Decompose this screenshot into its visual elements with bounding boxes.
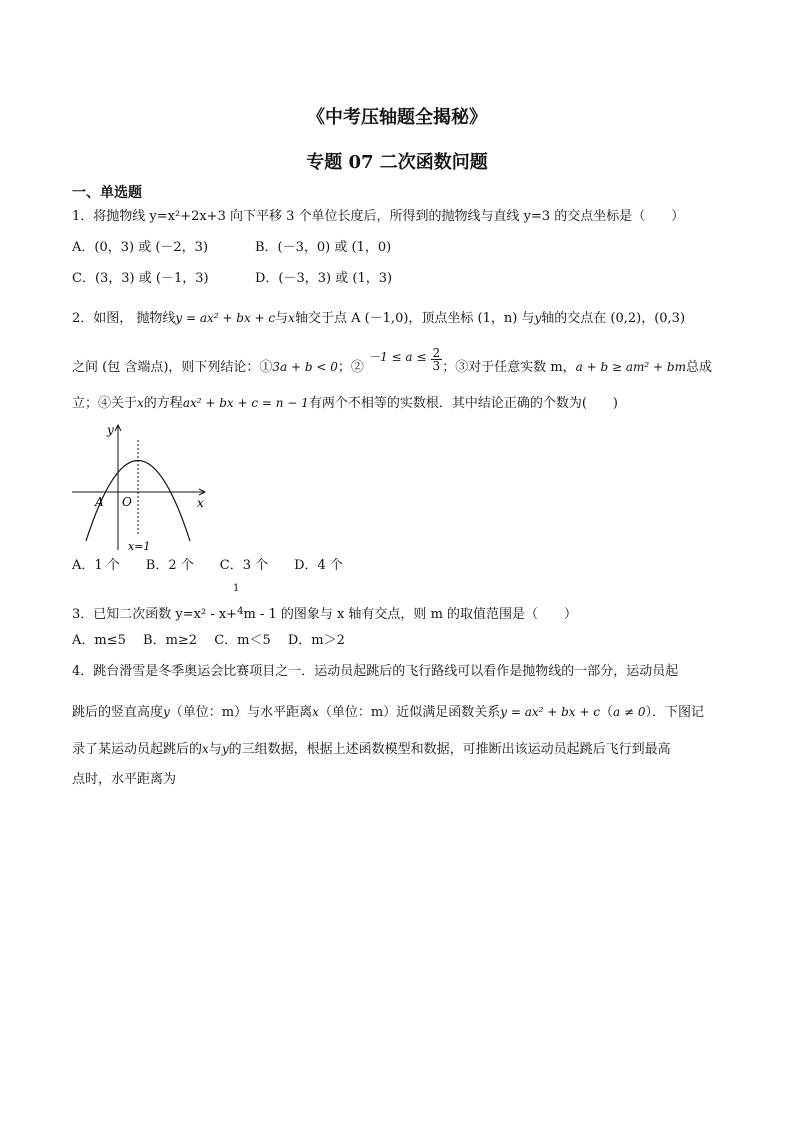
- q4-text: （单位：m）与水平距离: [169, 705, 313, 720]
- q4-line-4: 点时，水平距离为: [72, 772, 177, 787]
- q4-text: 录了某运动员起跳后的: [72, 742, 203, 757]
- q4-text: （: [599, 705, 613, 720]
- q1-stem: 1．将抛物线 y=x²+2x+3 向下平移 3 个单位长度后，所得到的抛物线与直线 y=3 的交点坐标是（ ）: [72, 209, 685, 224]
- q2-line-3: [72, 397, 618, 410]
- q2-math-3ab: 3a + b < 0: [272, 360, 338, 374]
- q2-text: 轴的交点在 (0,2)，(0,3): [541, 311, 686, 326]
- page-title: 《中考压轴题全揭秘》: [307, 107, 487, 128]
- q3-text: m - 1 的图象与 x 轴有交点，则 m 的取值范围是（ ）: [243, 607, 578, 622]
- q2-text: 总成: [685, 360, 712, 375]
- q3-fraction-den: 4: [237, 606, 244, 617]
- figure-x-label: x: [197, 496, 204, 510]
- q4-text: 跳后的竖直高度: [72, 705, 164, 720]
- q1-option-c: C．(3，3) 或 (－1，3): [72, 271, 209, 286]
- q2-math-x: x: [288, 311, 295, 325]
- q2-text: 2．如图， 抛物线: [72, 311, 176, 326]
- figure-y-label: y: [107, 423, 114, 437]
- q4-text: 与: [208, 742, 222, 757]
- q2-line-1: [72, 312, 685, 325]
- q3-stem: [72, 608, 577, 621]
- q4-math-a-nonzero: a ≠ 0: [612, 705, 646, 719]
- q2-math-x: x: [137, 396, 144, 410]
- q4-text: ）．下图记: [645, 705, 704, 720]
- q4-math-y: y: [221, 742, 229, 756]
- q4-text: 的三组数据，根据上述函数模型和数据，可推断出该运动员起跳后飞行到最高: [228, 742, 671, 757]
- q4-line-2: [72, 706, 704, 719]
- q4-math-x: x: [312, 705, 319, 719]
- q3-fraction-num: 1: [233, 583, 240, 594]
- q2-text: ；②: [337, 360, 364, 375]
- q2-math-a-range: －1 ≤ a ≤: [368, 350, 427, 364]
- q4-text: （单位：m）近似满足函数关系: [318, 705, 501, 720]
- q1-option-d: D．(－3，3) 或 (1，3): [255, 271, 393, 286]
- q2-text: ；③对于任意实数 m，: [442, 360, 576, 375]
- q2-line-2: [72, 346, 712, 380]
- q1-option-b: B．(－3，0) 或 (1，0): [255, 240, 392, 255]
- figure-origin: O: [122, 495, 132, 509]
- q4-math-x: x: [202, 742, 209, 756]
- q2-fraction-den: 3: [432, 359, 441, 373]
- q2-text: 的方程: [143, 396, 183, 411]
- page-subtitle: 专题 07 二次函数问题: [306, 152, 488, 173]
- q3-text: 3．已知二次函数 y=x² - x+: [72, 607, 238, 622]
- q2-options: A．1 个 B．2 个 C．3 个 D．4 个: [72, 558, 343, 573]
- q2-text: 之间 (包 含端点)，则下列结论：①: [72, 360, 273, 375]
- q2-math-parabola: y = ax² + bx + c: [175, 311, 276, 325]
- q4-math-y: y: [163, 705, 170, 719]
- section-heading: 一、单选题: [72, 185, 142, 201]
- q4-line-3: [72, 743, 671, 756]
- q2-fraction-num: 2: [432, 346, 441, 360]
- q2-text: 与: [275, 311, 289, 326]
- q2-math-ineq: a + b ≥ am² + bm: [575, 360, 686, 374]
- q4-math-function: y = ax² + bx + c: [500, 705, 600, 719]
- q2-text: 立；④关于: [72, 396, 138, 411]
- q1-option-a: A．(0，3) 或 (－2，3): [72, 240, 209, 255]
- figure-axis-label: x=1: [128, 540, 151, 553]
- q3-options: A．m≤5 B．m≥2 C．m＜5 D．m＞2: [72, 633, 345, 648]
- figure-point-a: A: [95, 495, 104, 509]
- q2-parabola-figure: [66, 420, 216, 555]
- q2-fraction: [431, 347, 443, 372]
- q2-math-y: y: [534, 311, 542, 325]
- q2-math-equation: ax² + bx + c = n − 1: [182, 396, 309, 410]
- q4-line-1: 4．跳台滑雪是冬季奥运会比赛项目之一．运动员起跳后的飞行路线可以看作是抛物线的一部分，运动员起: [72, 664, 679, 679]
- q2-text: 轴交于点 A (－1,0)，顶点坐标 (1，n) 与: [294, 311, 535, 326]
- q2-text: 有两个不相等的实数根．其中结论正确的个数为( ): [308, 396, 618, 411]
